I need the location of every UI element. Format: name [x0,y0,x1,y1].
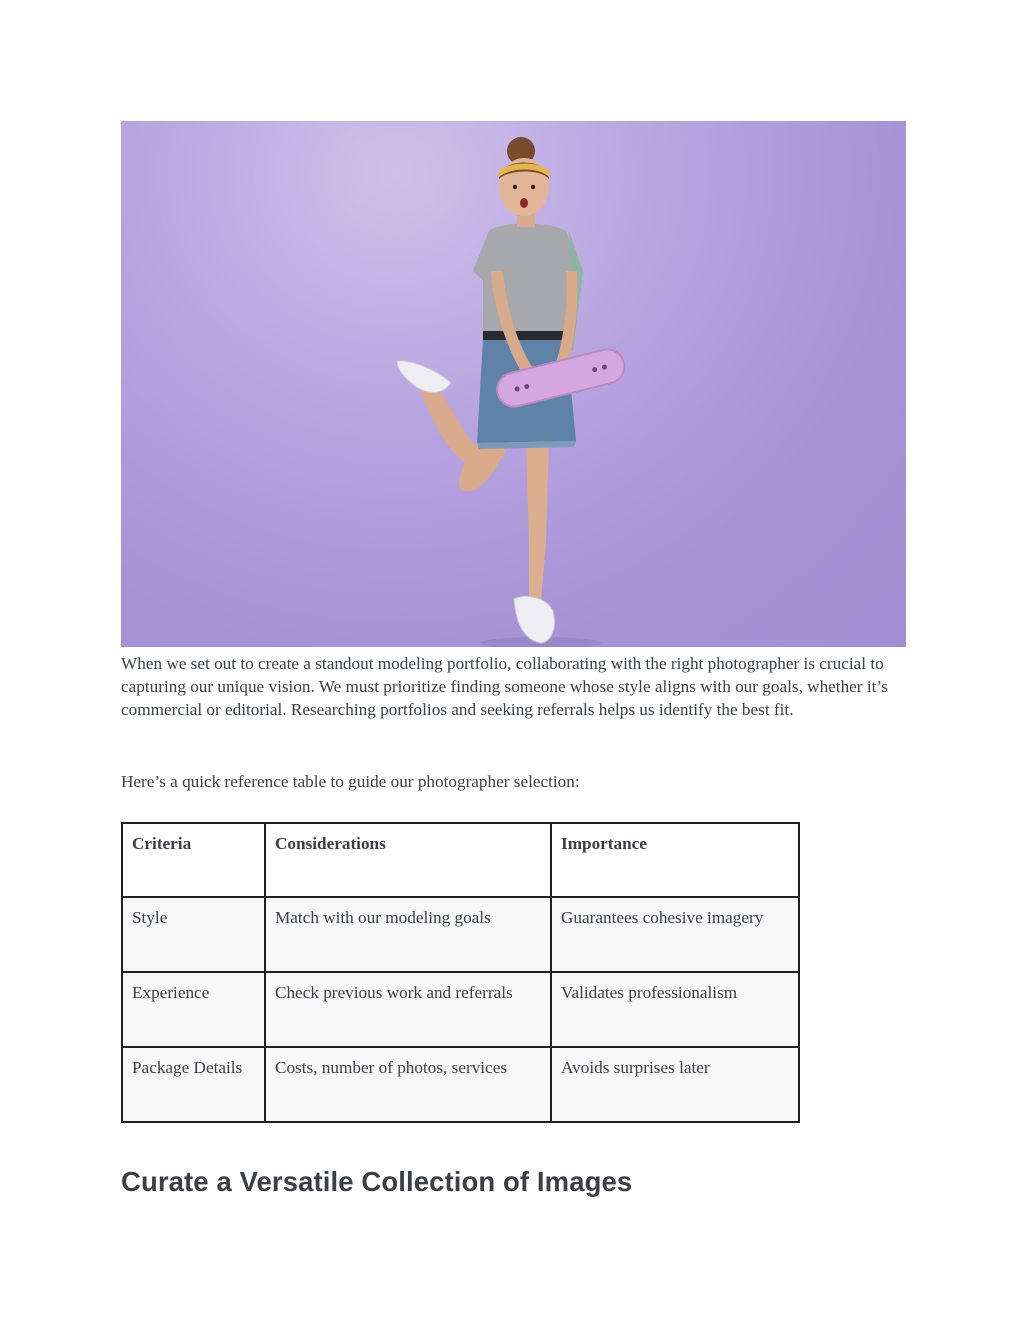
photographer-selection-table [121,822,800,1123]
table-row [122,897,799,972]
table-cell: Avoids surprises later [551,1047,799,1122]
hero-photo [121,121,906,647]
intro-paragraph: When we set out to create a standout modeling portfolio, collaborating with the right photographer is crucial to capturing our unique vision. We must prioritize finding someone whose style aligns with our goals, whether it’s commercial or editorial. Researching portfolios and seeking referrals helps us identify the best fit. [121,654,888,719]
table-cell: Guarantees cohesive imagery [551,897,799,972]
header-importance: Importance [551,823,799,897]
table-cell: Match with our modeling goals [265,897,551,972]
table-row [122,972,799,1047]
table-cell: Costs, number of photos, services [265,1047,551,1122]
table-cell: Package Details [122,1047,265,1122]
table-cell: Style [122,897,265,972]
section-heading: Curate a Versatile Collection of Images [121,1166,633,1197]
table-row [122,1047,799,1122]
model-with-skateboard-illustration [121,121,906,647]
header-considerations: Considerations [265,823,551,897]
table-cell: Validates professionalism [551,972,799,1047]
header-criteria: Criteria [122,823,265,897]
table-cell: Check previous work and referrals [265,972,551,1047]
table-header-row [122,823,799,897]
table-intro-paragraph: Here’s a quick reference table to guide our photographer selection: [121,772,580,791]
table-cell: Experience [122,972,265,1047]
